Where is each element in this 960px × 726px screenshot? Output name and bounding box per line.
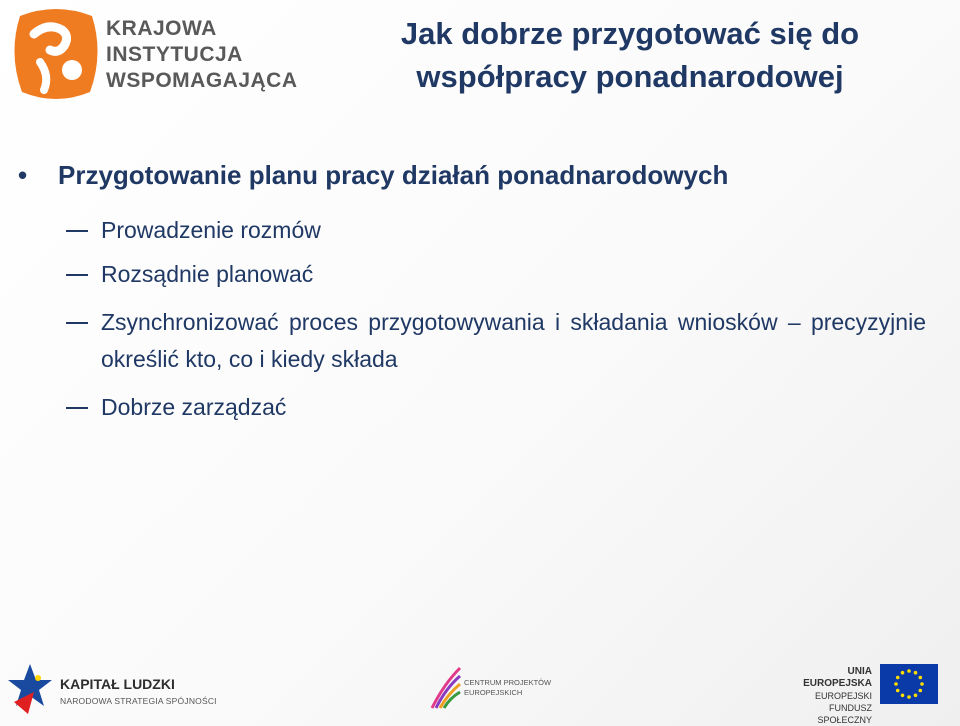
subitem — [66, 389, 926, 426]
dash-icon — [66, 407, 88, 409]
kapital-ludzki-logo — [8, 658, 217, 718]
cpe-logo — [430, 660, 570, 720]
cpe-text — [464, 678, 551, 698]
subitem — [66, 212, 926, 249]
bullet-icon: • — [18, 160, 28, 190]
eu-line: UNIA EUROPEJSKA — [803, 666, 872, 689]
dash-icon — [66, 322, 88, 324]
bullet-text: Przygotowanie planu pracy działań ponadnarodowych — [58, 160, 729, 190]
footer — [0, 650, 960, 726]
subitem — [66, 304, 926, 378]
kapital-ludzki-title: KAPITAŁ LUDZKI — [60, 676, 175, 692]
subitem-text: Zsynchronizować proces przygotowywania i składania wniosków – precyzyjnie określić kto, co i kiedy składa — [101, 309, 926, 372]
kiw-logo-line: KRAJOWA — [106, 17, 217, 40]
cpe-line: CENTRUM PROJEKTÓW — [464, 678, 552, 687]
eu-line: EUROPEJSKI — [814, 691, 872, 701]
subitem — [66, 256, 926, 293]
kiw-mark-icon — [10, 6, 102, 102]
kiw-logo — [10, 6, 298, 106]
bullet-item — [18, 160, 948, 191]
kiw-logo-text — [106, 16, 298, 94]
kapital-ludzki-subtitle: NARODOWA STRATEGIA SPÓJNOŚCI — [60, 696, 217, 706]
eu-logo — [780, 658, 950, 725]
cpe-icon — [430, 664, 462, 712]
subitem-text: Dobrze zarządzać — [101, 394, 287, 420]
slide-title — [300, 12, 960, 98]
kiw-logo-line: INSTYTUCJA — [106, 43, 243, 66]
dash-icon — [66, 230, 88, 232]
eu-text — [780, 666, 872, 726]
dash-icon — [66, 274, 88, 276]
subitem-text: Prowadzenie rozmów — [101, 217, 321, 243]
kiw-logo-line: WSPOMAGAJĄCA — [106, 69, 298, 92]
title-line-2: współpracy ponadnarodowej — [416, 59, 844, 94]
subitem-text: Rozsądnie planować — [101, 261, 314, 287]
eu-flag-icon — [880, 664, 938, 704]
eu-line: FUNDUSZ SPOŁECZNY — [817, 703, 872, 725]
title-line-1: Jak dobrze przygotować się do — [400, 16, 860, 51]
kapital-ludzki-icon — [8, 662, 52, 716]
cpe-line: EUROPEJSKICH — [464, 688, 523, 697]
